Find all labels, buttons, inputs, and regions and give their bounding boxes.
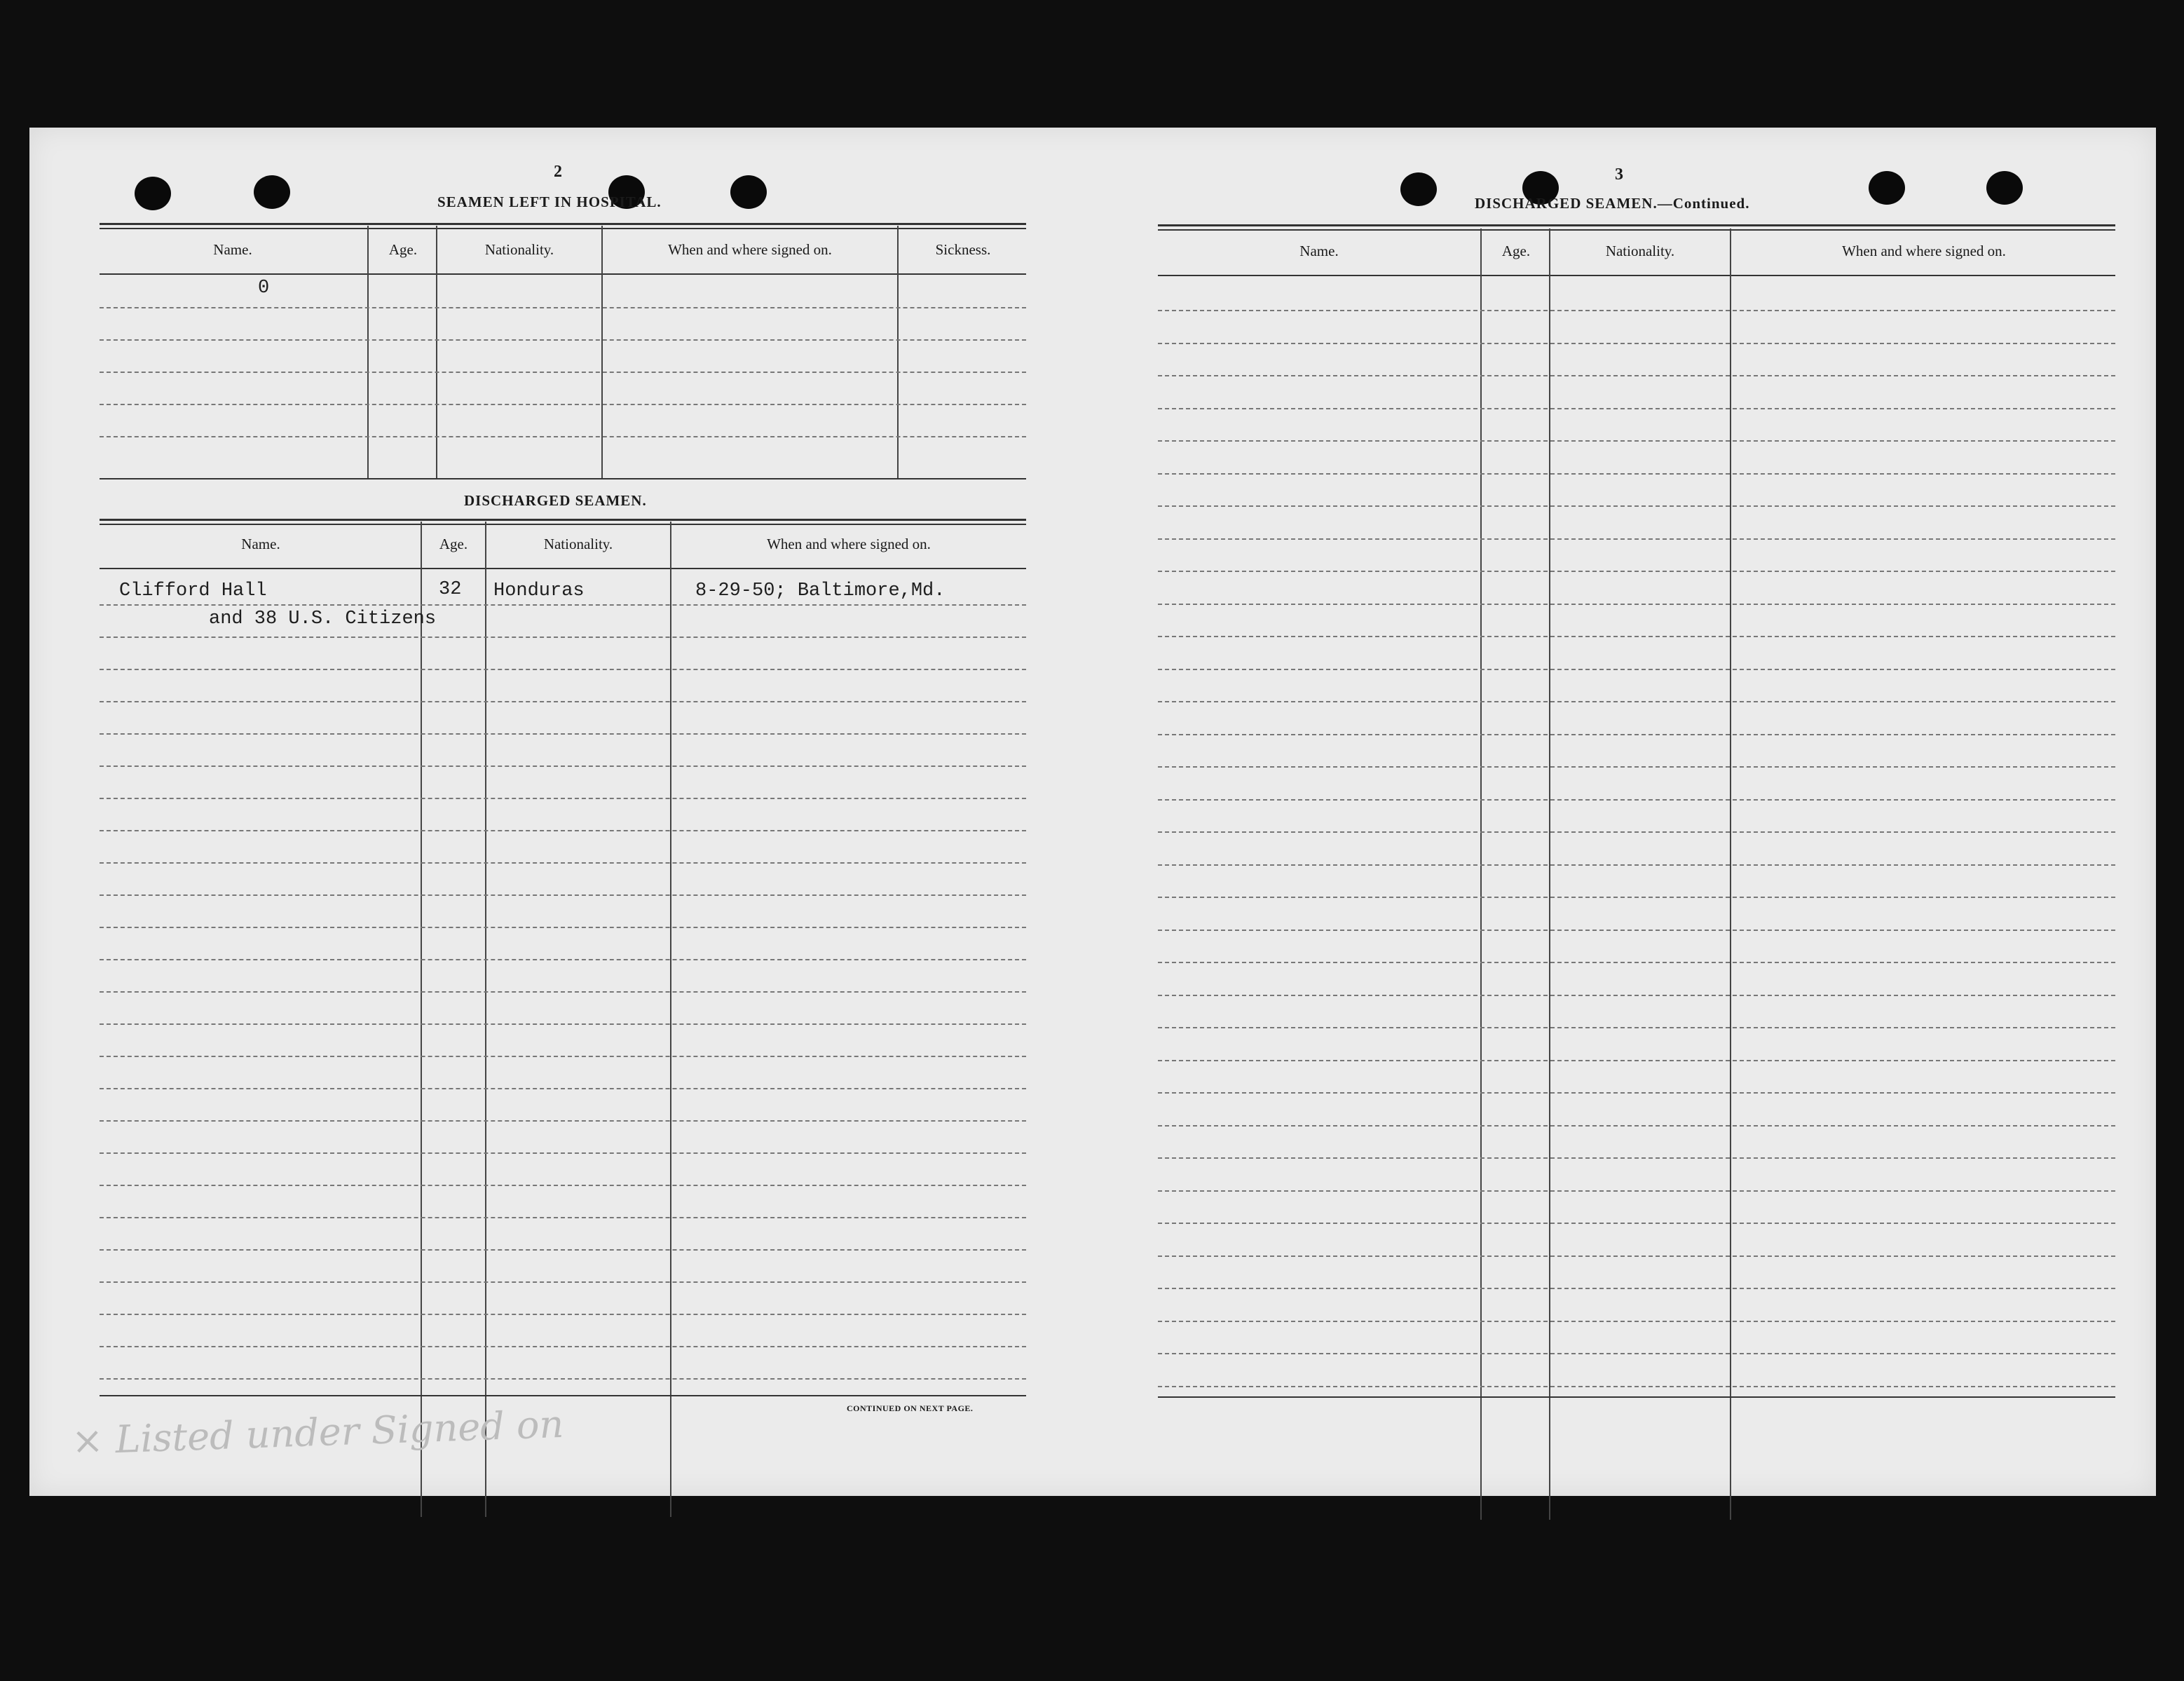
column-divider bbox=[1480, 229, 1482, 1520]
row-line bbox=[1158, 310, 2115, 311]
row-line bbox=[1158, 1223, 2115, 1224]
right-col-nationality: Nationality. bbox=[1605, 243, 1675, 259]
discharged-col-age: Age. bbox=[439, 536, 468, 552]
right-page-title: DISCHARGED SEAMEN.—Continued. bbox=[1475, 195, 1750, 212]
continued-note: CONTINUED ON NEXT PAGE. bbox=[847, 1403, 974, 1413]
row-line bbox=[1158, 1157, 2115, 1159]
hospital-col-nationality: Nationality. bbox=[484, 241, 554, 258]
row-line bbox=[1158, 962, 2115, 963]
right-top-rule bbox=[1158, 224, 2115, 231]
discharged-age-1: 32 bbox=[439, 579, 462, 600]
hospital-col-name: Name. bbox=[213, 241, 252, 258]
discharged-col-name: Name. bbox=[241, 536, 280, 552]
row-line bbox=[1158, 1288, 2115, 1289]
discharged-col-signed-on: When and where signed on. bbox=[767, 536, 931, 552]
row-line bbox=[1158, 1386, 2115, 1387]
row-line bbox=[1158, 734, 2115, 735]
row-line bbox=[1158, 701, 2115, 702]
row-line bbox=[1158, 1255, 2115, 1257]
right-page bbox=[29, 128, 2156, 1496]
right-bottom-rule bbox=[1158, 1396, 2115, 1398]
row-line bbox=[1158, 766, 2115, 768]
row-line bbox=[1158, 930, 2115, 931]
hospital-col-age: Age. bbox=[388, 241, 418, 258]
row-line bbox=[1158, 473, 2115, 475]
ledger-sheet bbox=[29, 128, 2156, 1496]
row-line bbox=[1158, 375, 2115, 376]
handwritten-note: × Listed under Signed on bbox=[71, 1401, 565, 1464]
page-number: 2 bbox=[554, 163, 562, 181]
page-number: 3 bbox=[1615, 165, 1623, 184]
row-line bbox=[1158, 1092, 2115, 1094]
hospital-section-title: SEAMEN LEFT IN HOSPITAL. bbox=[437, 193, 662, 210]
row-line bbox=[1158, 1321, 2115, 1322]
row-line bbox=[1158, 1125, 2115, 1127]
right-header-rule bbox=[1158, 275, 2115, 276]
row-line bbox=[1158, 1060, 2115, 1061]
discharged-section-title: DISCHARGED SEAMEN. bbox=[464, 492, 647, 509]
right-col-name: Name. bbox=[1299, 243, 1339, 259]
discharged-name-2: and 38 U.S. Citizens bbox=[209, 608, 437, 629]
hospital-entry: 0 bbox=[258, 278, 270, 299]
row-line bbox=[1158, 408, 2115, 409]
discharged-signed-on-1: 8-29-50; Baltimore,Md. bbox=[695, 580, 946, 601]
row-line bbox=[1158, 1353, 2115, 1354]
right-col-age: Age. bbox=[1501, 243, 1531, 259]
row-line bbox=[1158, 995, 2115, 996]
row-line bbox=[1158, 897, 2115, 898]
row-line bbox=[1158, 799, 2115, 801]
row-line bbox=[1158, 1027, 2115, 1028]
row-line bbox=[1158, 604, 2115, 605]
column-divider bbox=[1549, 229, 1550, 1520]
discharged-name-1: Clifford Hall bbox=[119, 580, 267, 601]
discharged-col-nationality: Nationality. bbox=[543, 536, 613, 552]
row-line bbox=[1158, 571, 2115, 572]
row-line bbox=[1158, 505, 2115, 507]
right-col-signed-on: When and where signed on. bbox=[1842, 243, 2006, 259]
row-line bbox=[1158, 864, 2115, 866]
row-line bbox=[1158, 538, 2115, 540]
hospital-col-sickness: Sickness. bbox=[935, 241, 991, 258]
row-line bbox=[1158, 1190, 2115, 1192]
row-line bbox=[1158, 440, 2115, 442]
hospital-col-signed-on: When and where signed on. bbox=[668, 241, 832, 258]
row-line bbox=[1158, 343, 2115, 344]
row-line bbox=[1158, 636, 2115, 637]
row-line bbox=[1158, 669, 2115, 670]
discharged-nationality-1: Honduras bbox=[493, 580, 585, 601]
column-divider bbox=[1730, 229, 1731, 1520]
row-line bbox=[1158, 831, 2115, 833]
